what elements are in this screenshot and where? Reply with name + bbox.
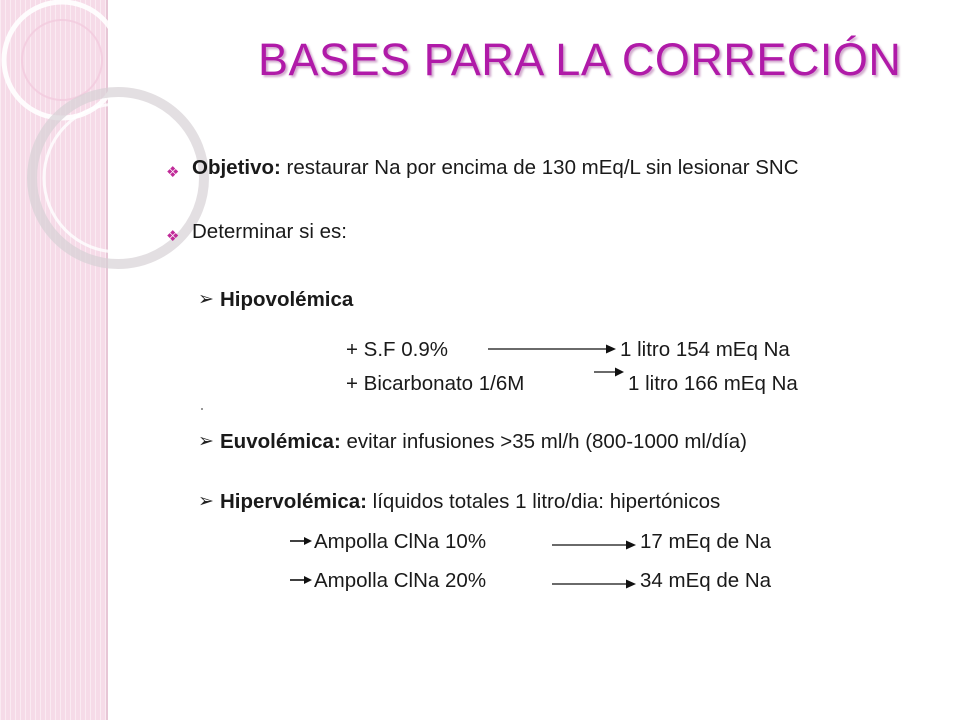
long-right-arrow-icon	[552, 538, 636, 552]
hypervolemic-row-1-left: Ampolla ClNa 10%	[314, 530, 487, 553]
hypovolemic-row-2-right: 1 litro 166 mEq Na	[628, 372, 798, 395]
determine-text: Determinar si es:	[192, 220, 347, 243]
euvolemic-text: evitar infusiones >35 ml/h (800-1000 ml/día)	[340, 430, 748, 453]
objective-body: restaurar Na por encima de 130 mEq/L sin lesionar SNC	[280, 156, 799, 179]
objective-text	[166, 154, 886, 182]
euvolemic-bullet	[198, 428, 747, 456]
diamond-bullet-icon: ❖	[166, 164, 180, 181]
objective-bullet	[166, 154, 886, 182]
hypovolemic-row-1-right: 1 litro 154 mEq Na	[620, 338, 790, 361]
long-right-arrow-icon	[488, 342, 616, 356]
hypovolemic-row-1-left: + S.F 0.9%	[346, 338, 448, 361]
hypervolemic-row-1-right: 17 mEq de Na	[640, 530, 772, 553]
arrowhead-bullet-icon: ➢	[198, 289, 214, 310]
stray-dot	[201, 408, 203, 410]
hypervolemic-row-2-right: 34 mEq de Na	[640, 569, 772, 592]
hypervolemic-row-2-left: Ampolla ClNa 20%	[314, 569, 487, 592]
determine-bullet	[166, 218, 347, 246]
arrowhead-bullet-icon: ➢	[198, 431, 214, 452]
hypovolemic-label: Hipovolémica	[220, 288, 354, 311]
objective-label: Objetivo:	[192, 156, 281, 179]
hypervolemic-bullet	[198, 488, 720, 516]
hypervolemic-label: Hipervolémica:	[220, 490, 367, 513]
diamond-bullet-icon: ❖	[166, 228, 180, 245]
slide-title: BASES PARA LA CORRECIÓN	[258, 34, 902, 85]
decorative-circles	[0, 0, 220, 300]
right-arrow-icon	[290, 534, 312, 548]
right-arrow-icon	[290, 573, 312, 587]
arrowhead-bullet-icon: ➢	[198, 491, 214, 512]
euvolemic-label: Euvolémica:	[220, 430, 341, 453]
hypovolemic-bullet	[198, 286, 353, 314]
hypovolemic-row-2-left: + Bicarbonato 1/6M	[346, 372, 525, 395]
long-right-arrow-icon	[552, 577, 636, 591]
short-right-arrow-icon	[594, 364, 624, 380]
hypervolemic-text: líquidos totales 1 litro/dia: hipertónicos	[366, 490, 721, 513]
